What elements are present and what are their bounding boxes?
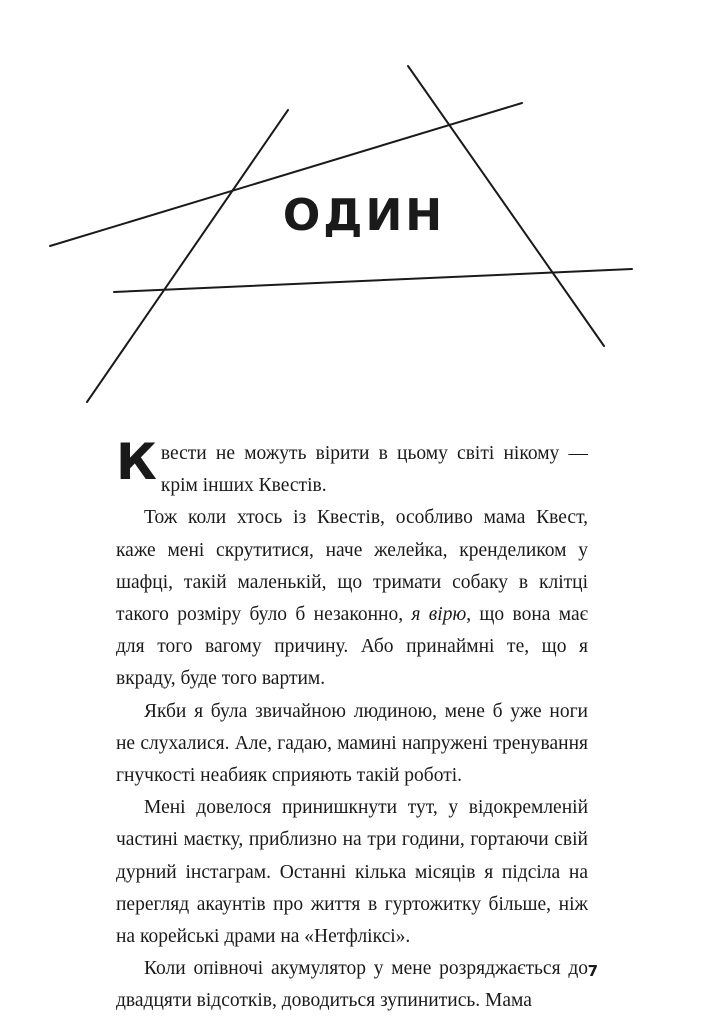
paragraph-4: Мені довелося принишкнути тут, у відокремленій частині маєтку, приблизно на три години, гортаючи свій дурний інстаграм. Останні кілька місяців я підсіла на перегляд акаунтів про життя в гуртожитку більше, ніж на корейські драми на «Нетфліксі». <box>116 797 588 948</box>
paragraph-3: Якби я була звичайною людиною, мене б уже ноги не слухалися. Але, гадаю, мамині напружені тренування гнучкості неабияк сприяють такій роботі. <box>116 700 588 787</box>
emblem-line-left <box>87 110 288 402</box>
paragraph-5: Коли опівночі акумулятор у мене розряджається до двадцяти відсотків, доводиться зупинитись. Мама <box>116 958 588 1012</box>
paragraph-2-text-end: , що вона має для того вагому причину. Або принаймні те, що я вкраду, буде того вартим. <box>116 604 588 690</box>
paragraph-2 <box>116 502 588 695</box>
page-number: 7 <box>587 962 598 980</box>
paragraph-2-text-start: Тож коли хтось із Квестів, особливо мама Квест, каже мені скрутитися, наче желейка, кренделиком у шафці, такій маленькій, що тримати собаку в клітці такого розміру було б незаконно, <box>116 507 588 626</box>
paragraph-1 <box>116 433 588 502</box>
body-text <box>116 433 588 1018</box>
paragraph-2-emphasis: я вірю <box>411 604 467 626</box>
drop-cap: К <box>116 433 157 491</box>
paragraph-1-text: вести не можуть вірити в цьому світі нікому — крім інших Квестів. <box>160 443 588 497</box>
chapter-title: ОДИН <box>282 190 446 241</box>
emblem-line-bottom <box>114 269 632 292</box>
